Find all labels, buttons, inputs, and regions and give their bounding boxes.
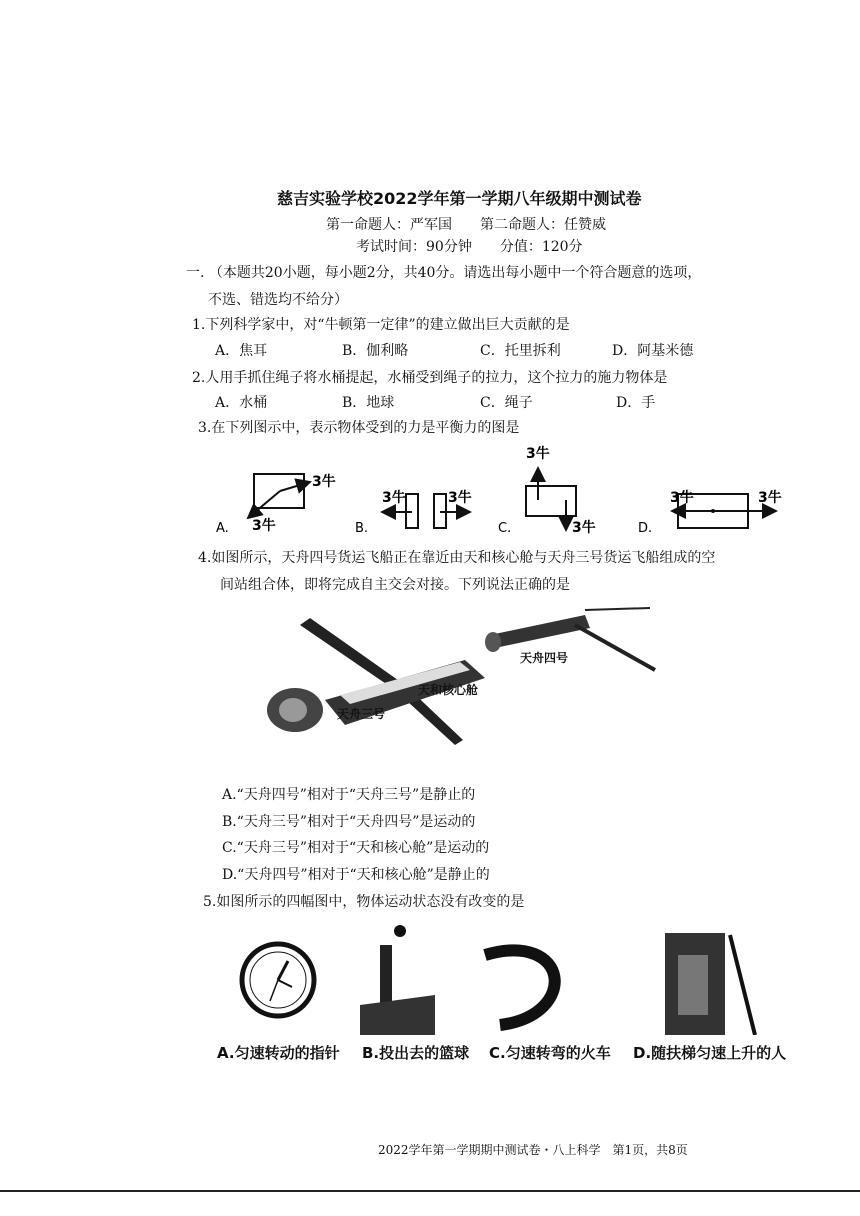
exam-info: 考试时间：90分钟 分值：120分 — [356, 239, 583, 255]
diagram-c — [498, 445, 596, 536]
motion-pictures — [210, 925, 810, 1035]
diagram-c-force-up: 3牛 — [526, 446, 550, 462]
q1-option-b: B．伽利略 — [342, 343, 409, 359]
question-1-stem: 1.下列科学家中，对“牛顿第一定律”的建立做出巨大贡献的是 — [192, 317, 570, 333]
q4-option-b: B.“天舟三号”相对于“天舟四号”是运动的 — [222, 814, 476, 830]
q4-option-a: A.“天舟四号”相对于“天舟三号”是静止的 — [222, 787, 476, 803]
diagram-d-label: D. — [638, 521, 653, 536]
q1-option-c: C．托里拆利 — [480, 343, 561, 359]
diagram-d — [638, 489, 782, 536]
q1-option-a: A．焦耳 — [215, 343, 268, 359]
curved-train-icon — [485, 950, 555, 1025]
q2-option-c: C．绳子 — [480, 395, 533, 411]
q2-option-b: B．地球 — [342, 395, 395, 411]
force-diagrams — [200, 440, 800, 540]
page-bottom-border — [0, 1190, 860, 1192]
question-4-stem-line1: 4.如图所示，天舟四号货运飞船正在靠近由天和核心舱与天舟三号货运飞船组成的空 — [198, 550, 716, 566]
diagram-c-force-down: 3牛 — [572, 520, 596, 536]
diagram-b — [355, 489, 472, 536]
diagram-b-label: B. — [355, 521, 369, 536]
diagram-b-force-left: 3牛 — [382, 490, 406, 506]
q4-option-d: D.“天舟四号”相对于“天和核心舱”是静止的 — [222, 867, 490, 883]
diagram-b-force-right: 3牛 — [448, 490, 472, 506]
q1-option-d: D．阿基米德 — [612, 343, 694, 359]
diagram-d-force-right: 3牛 — [758, 490, 782, 506]
diagram-a-force-right: 3牛 — [312, 474, 336, 490]
section-intro-line2: 不选、错选均不给分） — [208, 292, 348, 308]
space-station-photo — [255, 600, 675, 760]
basketball-player-icon — [360, 925, 435, 1035]
diagram-a-label: A. — [216, 521, 229, 536]
diagram-a-force-left: 3牛 — [252, 518, 276, 534]
label-tianzhou-3: 天舟三号 — [337, 707, 386, 721]
label-tianhe-core: 天和核心舱 — [418, 683, 479, 697]
question-2-stem: 2.人用手抓住绳子将水桶提起，水桶受到绳子的拉力，这个拉力的施力物体是 — [192, 370, 668, 386]
page-footer: 2022学年第一学期期中测试卷・八上科学 第1页，共8页 — [378, 1143, 688, 1157]
q5-caption-b: B.投出去的篮球 — [362, 1044, 470, 1062]
diagram-d-force-left: 3牛 — [670, 490, 694, 506]
escalator-icon — [665, 933, 755, 1035]
author-line: 第一命题人：严军国 第二命题人：任赞威 — [326, 217, 606, 233]
label-tianzhou-4: 天舟四号 — [520, 651, 569, 665]
q5-caption-a: A.匀速转动的指针 — [217, 1044, 340, 1062]
diagram-a — [216, 473, 336, 536]
clock-icon — [242, 944, 314, 1016]
section-intro-line1: 一. （本题共20小题，每小题2分，共40分。请选出每小题中一个符合题意的选项， — [186, 265, 702, 281]
diagram-c-label: C. — [498, 521, 512, 536]
question-5-stem: 5.如图所示的四幅图中，物体运动状态没有改变的是 — [203, 894, 525, 910]
page-title: 慈吉实验学校2022学年第一学期八年级期中测试卷 — [277, 189, 642, 208]
question-3-stem: 3.在下列图示中，表示物体受到的力是平衡力的图是 — [198, 420, 520, 436]
q5-caption-d: D.随扶梯匀速上升的人 — [633, 1044, 787, 1062]
q5-caption-c: C.匀速转弯的火车 — [489, 1044, 611, 1062]
question-4-stem-line2: 间站组合体，即将完成自主交会对接。下列说法正确的是 — [220, 577, 570, 593]
q4-option-c: C.“天舟三号”相对于“天和核心舱”是运动的 — [222, 840, 490, 856]
q2-option-a: A．水桶 — [215, 395, 268, 411]
q2-option-d: D．手 — [616, 395, 656, 411]
